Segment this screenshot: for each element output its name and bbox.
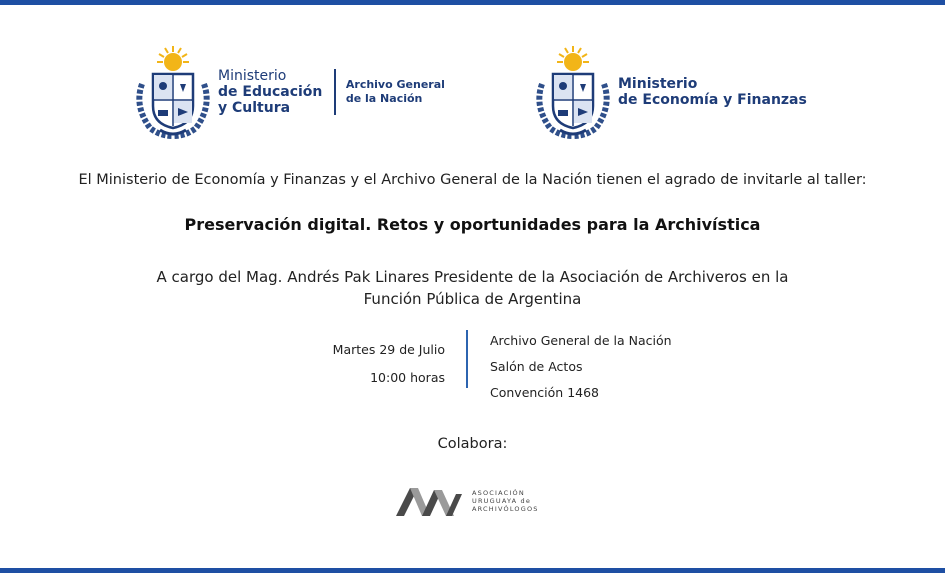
speaker-line2: Función Pública de Argentina	[363, 290, 582, 308]
invitation-text: El Ministerio de Economía y Finanzas y el Archivo General de la Nación tienen el agrado de invitarle al taller:	[78, 172, 867, 188]
details-divider	[466, 330, 468, 388]
mec-line2: de Educación	[218, 84, 323, 100]
workshop-title: Preservación digital. Retos y oportunidades para la Archivística	[184, 215, 761, 234]
mec-agn-logo	[130, 44, 445, 140]
uruguay-coat-of-arms-icon	[130, 44, 216, 140]
location	[490, 328, 672, 406]
aua-name	[472, 489, 539, 513]
event-date: Martes 29 de Julio	[332, 342, 445, 357]
uruguay-coat-of-arms-icon	[530, 44, 616, 140]
event-address: Convención 1468	[490, 385, 600, 400]
mec-line3: y Cultura	[218, 100, 291, 116]
event-room: Salón de Actos	[490, 359, 583, 374]
aua-line1: ASOCIACIÓN	[472, 489, 525, 497]
event-venue: Archivo General de la Nación	[490, 333, 672, 348]
aua-line2: URUGUAYA de	[472, 497, 532, 505]
mef-line2: de Economía y Finanzas	[618, 92, 807, 108]
date-time	[333, 336, 445, 392]
logo-divider	[334, 69, 336, 115]
event-time: 10:00 horas	[370, 370, 445, 385]
aua-line3: ARCHIVÓLOGOS	[472, 505, 539, 513]
agn-line1: Archivo General	[345, 78, 445, 91]
mef-logo	[530, 44, 807, 140]
event-details	[0, 328, 945, 400]
colabora-label: Colabora:	[437, 436, 508, 452]
mef-name	[618, 76, 807, 108]
agn-name	[346, 78, 445, 106]
bottom-border	[0, 568, 945, 573]
agn-line2: de la Nación	[345, 92, 423, 105]
speaker-info	[0, 266, 945, 310]
aua-logo	[396, 484, 539, 518]
mec-line1: Ministerio	[218, 68, 287, 84]
top-border	[0, 0, 945, 5]
mef-line1: Ministerio	[618, 76, 698, 92]
aua-mark-icon	[396, 484, 468, 518]
mec-name	[218, 68, 322, 116]
header-logos	[0, 44, 945, 144]
speaker-line1: A cargo del Mag. Andrés Pak Linares Presidente de la Asociación de Archiveros en la	[156, 268, 789, 286]
